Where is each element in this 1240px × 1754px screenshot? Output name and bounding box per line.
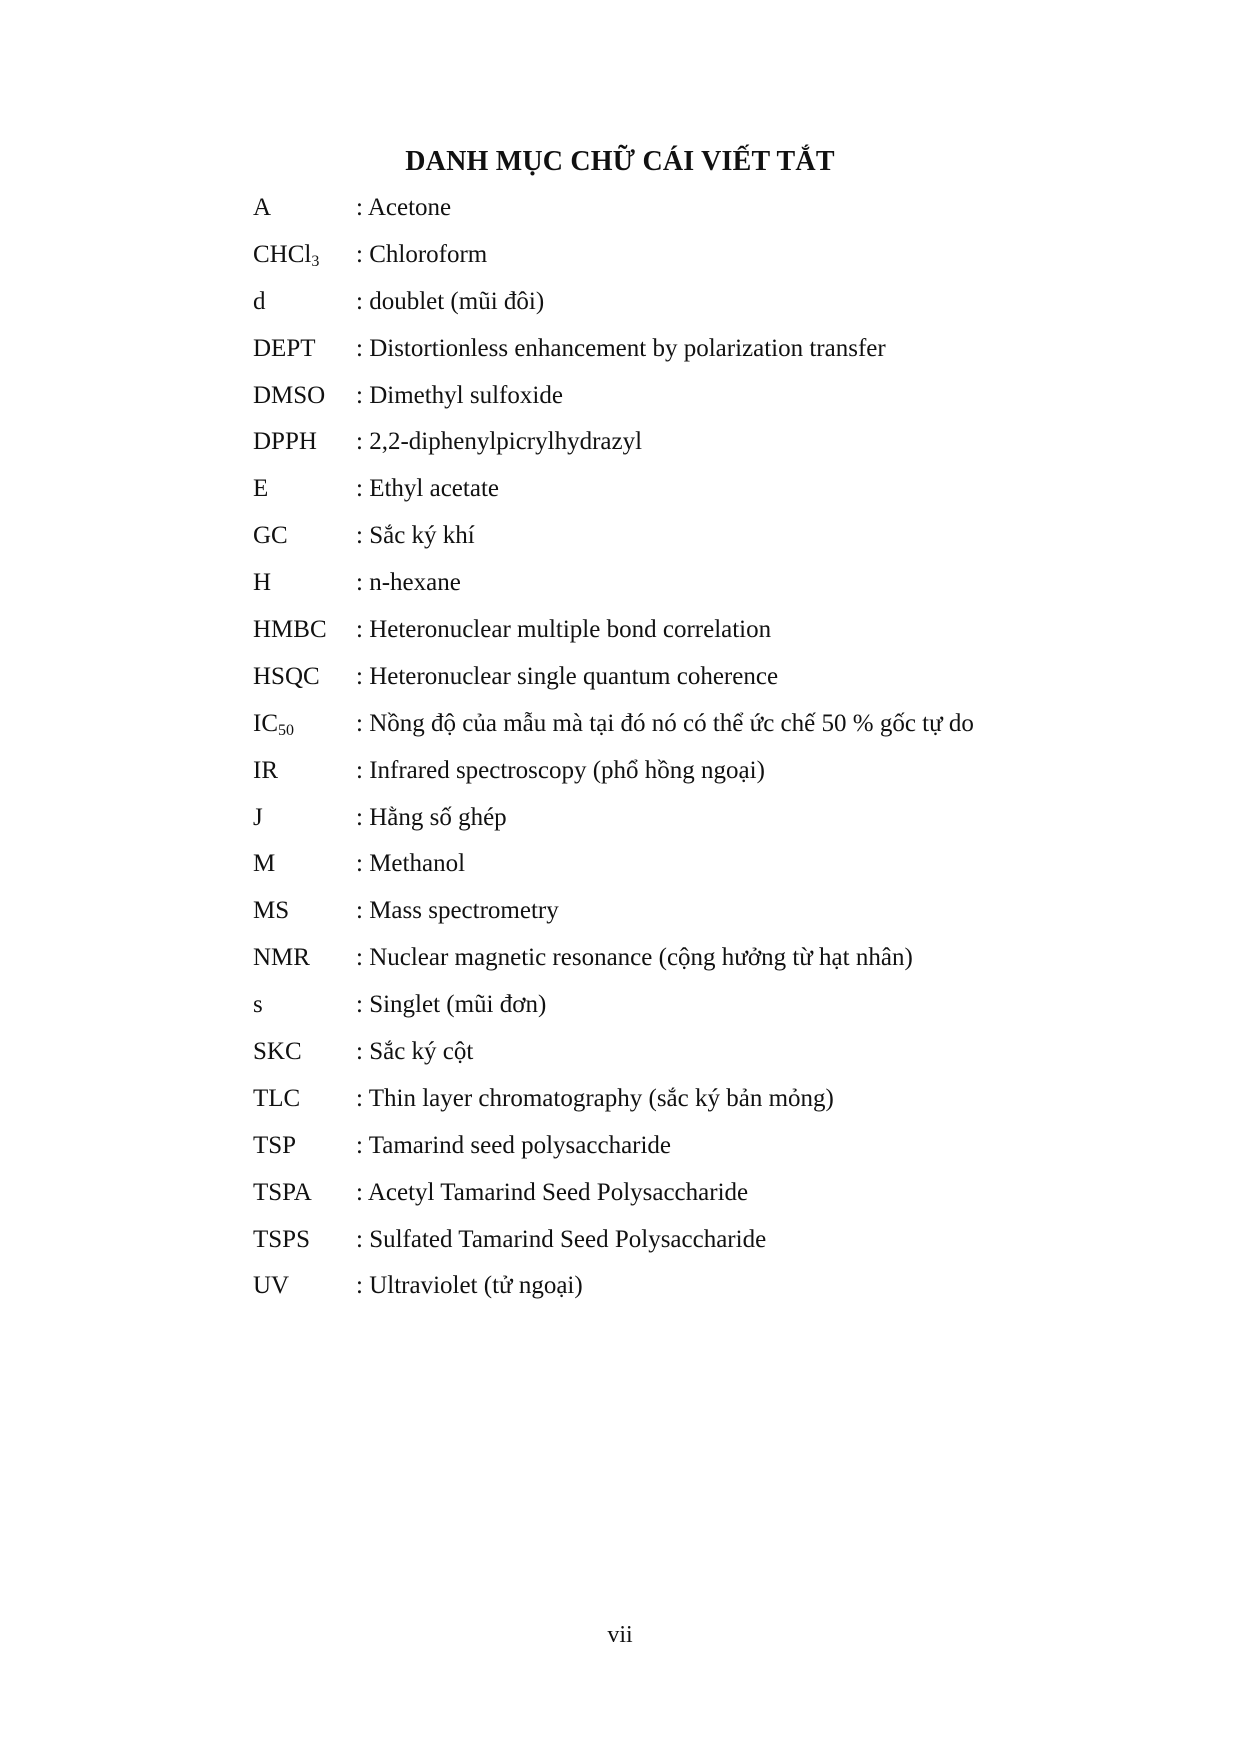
abbreviation-term-text: NMR	[253, 944, 310, 972]
abbreviation-definition: : 2,2-diphenylpicrylhydrazyl	[356, 428, 643, 456]
abbreviation-term	[253, 757, 356, 785]
abbreviation-term-text: s	[253, 991, 263, 1019]
abbreviation-term	[253, 1085, 356, 1113]
abbreviation-definition: : Acetyl Tamarind Seed Polysaccharide	[356, 1178, 749, 1206]
abbreviation-term	[253, 288, 356, 316]
abbreviation-term-text: DEPT	[253, 334, 316, 362]
abbreviation-row	[253, 475, 974, 522]
abbreviation-definition: : Hằng số ghép	[356, 803, 507, 831]
abbreviation-term-text: GC	[253, 522, 288, 550]
abbreviation-list	[253, 194, 974, 1319]
abbreviation-term-text: UV	[253, 1272, 290, 1300]
abbreviation-term-text: d	[253, 287, 266, 315]
abbreviation-term	[253, 1226, 356, 1254]
abbreviation-term-text: TSP	[253, 1131, 297, 1159]
abbreviation-definition: : Sulfated Tamarind Seed Polysaccharide	[356, 1225, 767, 1253]
abbreviation-term	[253, 382, 356, 410]
abbreviation-definition: : n-hexane	[356, 569, 461, 597]
abbreviation-term	[253, 1038, 356, 1066]
abbreviation-definition: : Acetone	[356, 194, 452, 221]
abbreviation-row	[253, 1038, 974, 1085]
abbreviation-term	[253, 944, 356, 972]
page-number: vii	[607, 1622, 633, 1648]
abbreviation-term-text: HSQC	[253, 662, 320, 690]
abbreviation-term-text: M	[253, 850, 276, 878]
abbreviation-row	[253, 1179, 974, 1226]
abbreviation-definition: : Methanol	[356, 850, 466, 878]
abbreviation-definition: : Sắc ký cột	[356, 1038, 474, 1066]
abbreviation-definition: : Thin layer chromatography (sắc ký bản mỏng)	[356, 1084, 834, 1112]
abbreviation-term	[253, 569, 356, 597]
abbreviation-row	[253, 1226, 974, 1273]
abbreviation-definition: : doublet (mũi đôi)	[356, 287, 545, 315]
abbreviation-row	[253, 241, 974, 288]
abbreviation-row	[253, 897, 974, 944]
abbreviation-row	[253, 288, 974, 335]
abbreviation-term	[253, 616, 356, 644]
abbreviation-term-text: H	[253, 569, 272, 597]
abbreviation-term	[253, 663, 356, 691]
abbreviation-term	[253, 428, 356, 456]
abbreviation-row	[253, 522, 974, 569]
abbreviation-definition: : Dimethyl sulfoxide	[356, 381, 563, 409]
abbreviation-definition: : Mass spectrometry	[356, 897, 559, 925]
abbreviation-row	[253, 663, 974, 710]
abbreviation-term-text: TLC	[253, 1084, 301, 1112]
abbreviation-row	[253, 850, 974, 897]
abbreviation-row	[253, 991, 974, 1038]
abbreviation-term-text: HMBC	[253, 616, 327, 644]
abbreviation-row	[253, 944, 974, 991]
abbreviation-term-text: DMSO	[253, 381, 326, 409]
abbreviation-row	[253, 710, 974, 757]
abbreviation-term-text: A	[253, 194, 272, 221]
abbreviation-term-text: CHCl	[253, 240, 312, 268]
abbreviation-term-text: E	[253, 475, 269, 503]
abbreviation-definition: : Tamarind seed polysaccharide	[356, 1131, 672, 1159]
abbreviation-row	[253, 335, 974, 382]
abbreviation-term	[253, 804, 356, 832]
abbreviation-term-subscript: 3	[311, 252, 320, 270]
abbreviation-term-text: TSPA	[253, 1178, 312, 1206]
abbreviation-term	[253, 194, 356, 222]
abbreviation-definition: : Nồng độ của mẫu mà tại đó nó có thể ức chế 50 % gốc tự do	[356, 709, 974, 737]
page-title: DANH MỤC CHỮ CÁI VIẾT TẮT	[405, 146, 835, 177]
abbreviation-term-text: DPPH	[253, 428, 317, 456]
abbreviation-term	[253, 475, 356, 503]
abbreviation-term-text: IC	[253, 709, 278, 737]
abbreviation-definition: : Nuclear magnetic resonance (cộng hưởng từ hạt nhân)	[356, 944, 913, 972]
abbreviation-row	[253, 569, 974, 616]
abbreviation-term	[253, 991, 356, 1019]
abbreviation-term-text: SKC	[253, 1038, 302, 1066]
abbreviation-term	[253, 1179, 356, 1207]
abbreviation-term-subscript: 50	[278, 721, 294, 739]
abbreviation-row	[253, 616, 974, 663]
abbreviation-row	[253, 428, 974, 475]
abbreviation-definition: : Ultraviolet (tử ngoại)	[356, 1272, 583, 1300]
abbreviation-term	[253, 897, 356, 925]
abbreviation-term-text: TSPS	[253, 1225, 310, 1253]
abbreviation-row	[253, 1272, 974, 1319]
abbreviation-row	[253, 194, 974, 241]
abbreviation-definition: : Ethyl acetate	[356, 475, 499, 503]
abbreviation-term	[253, 522, 356, 550]
abbreviation-term-text: IR	[253, 756, 278, 784]
abbreviation-term	[253, 850, 356, 878]
abbreviation-definition: : Chloroform	[356, 240, 488, 268]
abbreviation-term	[253, 335, 356, 363]
abbreviation-row	[253, 382, 974, 429]
abbreviation-row	[253, 1132, 974, 1179]
abbreviation-term	[253, 241, 356, 269]
abbreviation-row	[253, 1085, 974, 1132]
abbreviation-term	[253, 710, 356, 738]
abbreviation-definition: : Infrared spectroscopy (phổ hồng ngoại)	[356, 756, 765, 784]
abbreviation-definition: : Sắc ký khí	[356, 522, 475, 550]
abbreviation-definition: : Singlet (mũi đơn)	[356, 991, 547, 1019]
abbreviation-definition: : Heteronuclear single quantum coherence	[356, 662, 779, 690]
abbreviation-definition: : Heteronuclear multiple bond correlation	[356, 616, 772, 644]
abbreviation-term-text: J	[253, 803, 263, 831]
abbreviation-term	[253, 1132, 356, 1160]
abbreviation-term	[253, 1272, 356, 1300]
abbreviation-row	[253, 757, 974, 804]
abbreviation-term-text: MS	[253, 897, 290, 925]
abbreviation-row	[253, 804, 974, 851]
abbreviation-definition: : Distortionless enhancement by polarization transfer	[356, 334, 886, 362]
